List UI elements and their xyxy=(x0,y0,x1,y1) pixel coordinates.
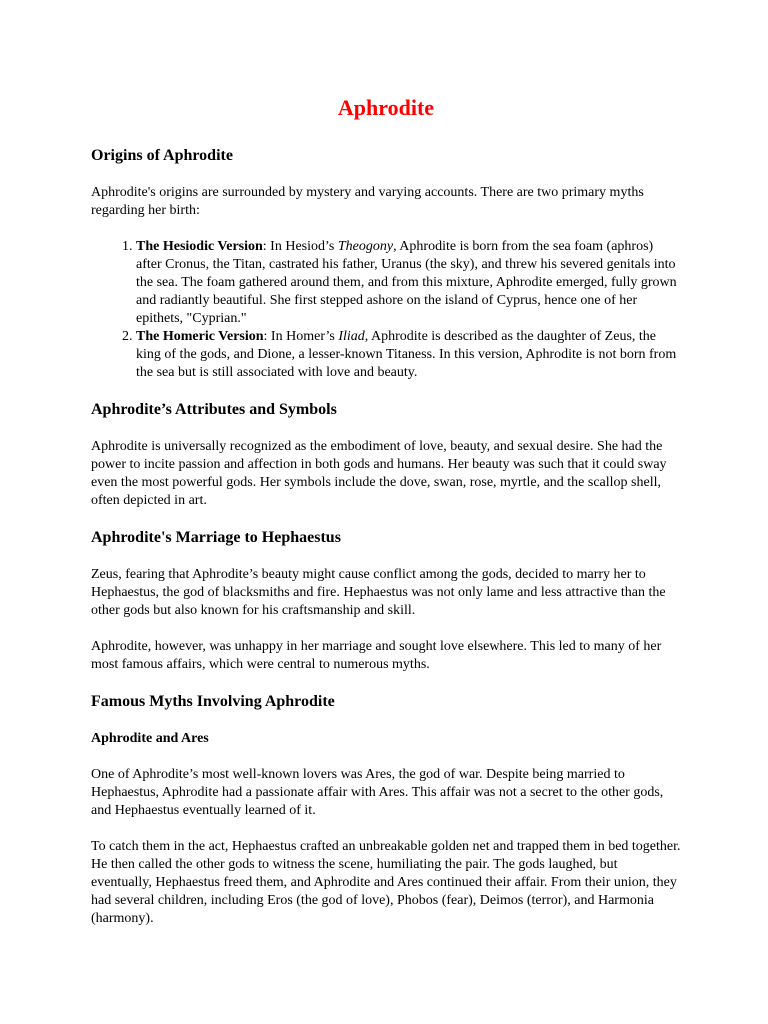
heading-marriage: Aphrodite's Marriage to Hephaestus xyxy=(91,529,341,546)
marriage-paragraph-1: Zeus, fearing that Aphrodite’s beauty might cause conflict among the gods, decided to marry her to Hephaestus, the god of blacksmiths and fire. Hephaestus was not only lame and less attractive than the other gods but also known for his craftsmanship and skill. xyxy=(91,567,666,618)
subheading-ares: Aphrodite and Ares xyxy=(91,731,209,746)
myths-paragraph-1: One of Aphrodite’s most well-known lovers was Ares, the god of war. Despite being married to Hephaestus, Aphrodite had a passionate affair with Ares. This affair was not a secret to the other gods, and Hephaestus eventually learned of it. xyxy=(91,767,664,818)
book-title: Theogony xyxy=(337,239,394,254)
book-title: Iliad xyxy=(338,329,365,344)
document-page xyxy=(91,94,681,928)
heading-myths: Famous Myths Involving Aphrodite xyxy=(91,693,335,710)
attributes-text: Aphrodite is universally recognized as the embodiment of love, beauty, and sexual desire. She had the power to incite passion and affection in both gods and humans. Her beauty was such that it could sway even the most powerful gods. Her symbols include the dove, swan, rose, myrtle, and the scallop shell, often depicted in art. xyxy=(91,439,667,508)
page-title: Aphrodite xyxy=(337,95,435,120)
birth-myths-list xyxy=(91,238,681,382)
list-item: 1. The Hesiodic Version: In Hesiod’s Theogony, Aphrodite is born from the sea foam (aphros) after Cronus, the Titan, castrated his father, Uranus (the sky), and threw his severed genitals into the sea. The foam gathered around them, and from this mixture, Aphrodite emerged, fully grown and radiantly beautiful. She first stepped ashore on the island of Cyprus, hence one of her epithets, "Cyprian." xyxy=(136,238,681,328)
heading-attributes: Aphrodite’s Attributes and Symbols xyxy=(91,401,337,418)
origins-intro: Aphrodite's origins are surrounded by mystery and varying accounts. There are two primary myths regarding her birth: xyxy=(91,185,644,218)
myths-paragraph-2: To catch them in the act, Hephaestus crafted an unbreakable golden net and trapped them in bed together. He then called the other gods to witness the scene, humiliating the pair. The gods laughed, but eventually, Hephaestus freed them, and Aphrodite and Ares continued their affair. From their union, they had several children, including Eros (the god of love), Phobos (fear), Deimos (terror), and Harmonia (harmony). xyxy=(91,839,681,926)
heading-origins: Origins of Aphrodite xyxy=(91,147,233,164)
list-item-label: The Homeric Version xyxy=(136,329,264,344)
marriage-paragraph-2: Aphrodite, however, was unhappy in her marriage and sought love elsewhere. This led to many of her most famous affairs, which were central to numerous myths. xyxy=(91,639,662,672)
list-item-label: The Hesiodic Version xyxy=(136,239,263,254)
list-item: 2. The Homeric Version: In Homer’s Iliad, Aphrodite is described as the daughter of Zeus, the king of the gods, and Dione, a lesser-known Titaness. In this version, Aphrodite is not born from the sea but is still associated with love and beauty. xyxy=(136,328,681,382)
